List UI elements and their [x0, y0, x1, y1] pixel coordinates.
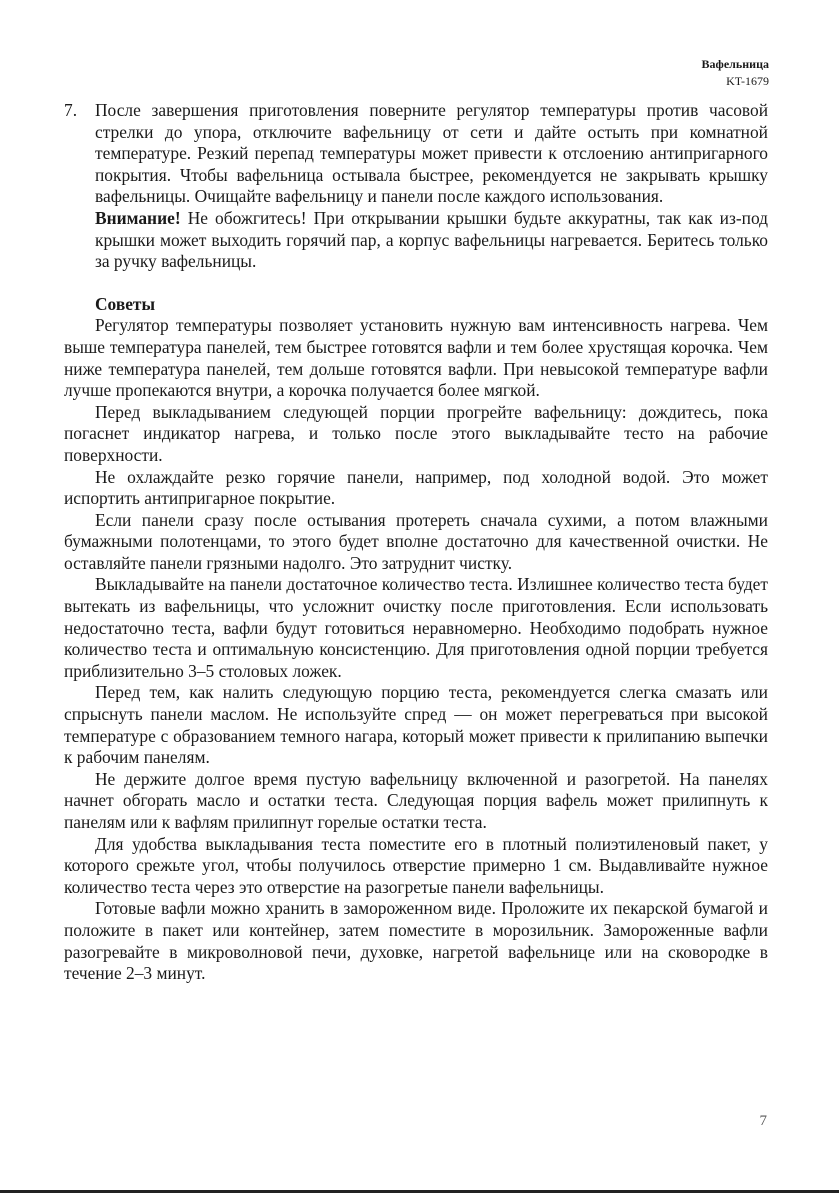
tips-heading: Советы: [95, 293, 156, 314]
header-model-number: KT-1679: [726, 74, 769, 88]
tip-paragraph: Выкладывайте на панели достаточное количество теста. Излишнее количество теста будет вытекать из вафельницы, что усложнит очистку после приготовления. Если использовать недостаточно теста, вафли будут готовиться неравномерно. Необходимо подобрать нужное количество теста и оптимальную консистенцию. Для приготовления одной порции требуется приблизительно 3–5 столовых ложек.: [64, 574, 768, 681]
tip-paragraph: Не держите долгое время пустую вафельницу включенной и разогретой. На панелях начнет обгорать масло и остатки теста. Следующая порция вафель может прилипнуть к панелям или к вафлям прилипнут горелые остатки теста.: [64, 768, 768, 832]
header-product-title: Вафельница: [701, 57, 769, 71]
page-number: 7: [759, 1113, 767, 1129]
running-header: [702, 56, 769, 90]
warning-text: Не обожгитесь! При открывании крышки будьте аккуратны, так как из-под крышки может выходить горячий пар, а корпус вафельницы нагревается. Беритесь только за ручку вафельницы.: [95, 207, 768, 272]
step-number: 7.: [64, 100, 78, 120]
tip-paragraph: Перед выкладыванием следующей порции прогрейте вафельницу: дождитесь, пока погаснет индикатор нагрева, и только после этого выкладывайте тесто на рабочие поверхности.: [64, 401, 768, 465]
page-content: [64, 100, 768, 985]
warning-paragraph: [95, 208, 768, 273]
step-7: [64, 100, 768, 273]
tip-paragraph: Не охлаждайте резко горячие панели, например, под холодной водой. Это может испортить антипригарное покрытие.: [64, 466, 768, 509]
step-body: [95, 100, 768, 273]
tip-paragraph: Регулятор температуры позволяет установить нужную вам интенсивность нагрева. Чем выше температура панелей, тем быстрее готовятся вафли и тем более хрустящая корочка. Чем ниже температура панелей, тем дольше готовятся вафли. При невысокой температуре вафли лучше пропекаются внутри, а корочка получается более мягкой.: [64, 315, 768, 401]
warning-label: Внимание!: [95, 207, 181, 228]
tip-paragraph: Перед тем, как налить следующую порцию теста, рекомендуется слегка смазать или спрыснуть панели маслом. Не используйте спред — он может перегреваться при высокой температуре с образованием темного нагара, который может привести к прилипанию выпечки к рабочим панелям.: [64, 682, 768, 768]
tip-paragraph: Если панели сразу после остывания протереть сначала сухими, а потом влажными бумажными полотенцами, то этого будет вполне достаточно для качественной очистки. Не оставляйте панели грязными надолго. Это затруднит чистку.: [64, 509, 768, 573]
step-text: После завершения приготовления поверните регулятор температуры против часовой стрелки до упора, отключите вафельницу от сети и дайте остыть при комнатной температуре. Резкий перепад температуры может привести к отслоению антипригарного покрытия. Чтобы вафельница остывала быстрее, рекомендуется не закрывать крышку вафельницы. Очищайте вафельницу и панели после каждого использования.: [95, 100, 768, 207]
tip-paragraph: Для удобства выкладывания теста поместите его в плотный полиэтиленовый пакет, у которого срежьте угол, чтобы получилось отверстие примерно 1 см. Выдавливайте нужное количество теста через это отверстие на разогретые панели вафельницы.: [64, 833, 768, 897]
tip-paragraph: Готовые вафли можно хранить в замороженном виде. Проложите их пекарской бумагой и положите в пакет или контейнер, затем поместите в морозильник. Замороженные вафли разогревайте в микроволновой печи, духовке, нагретой вафельнице или на сковородке в течение 2–3 минут.: [64, 898, 768, 984]
